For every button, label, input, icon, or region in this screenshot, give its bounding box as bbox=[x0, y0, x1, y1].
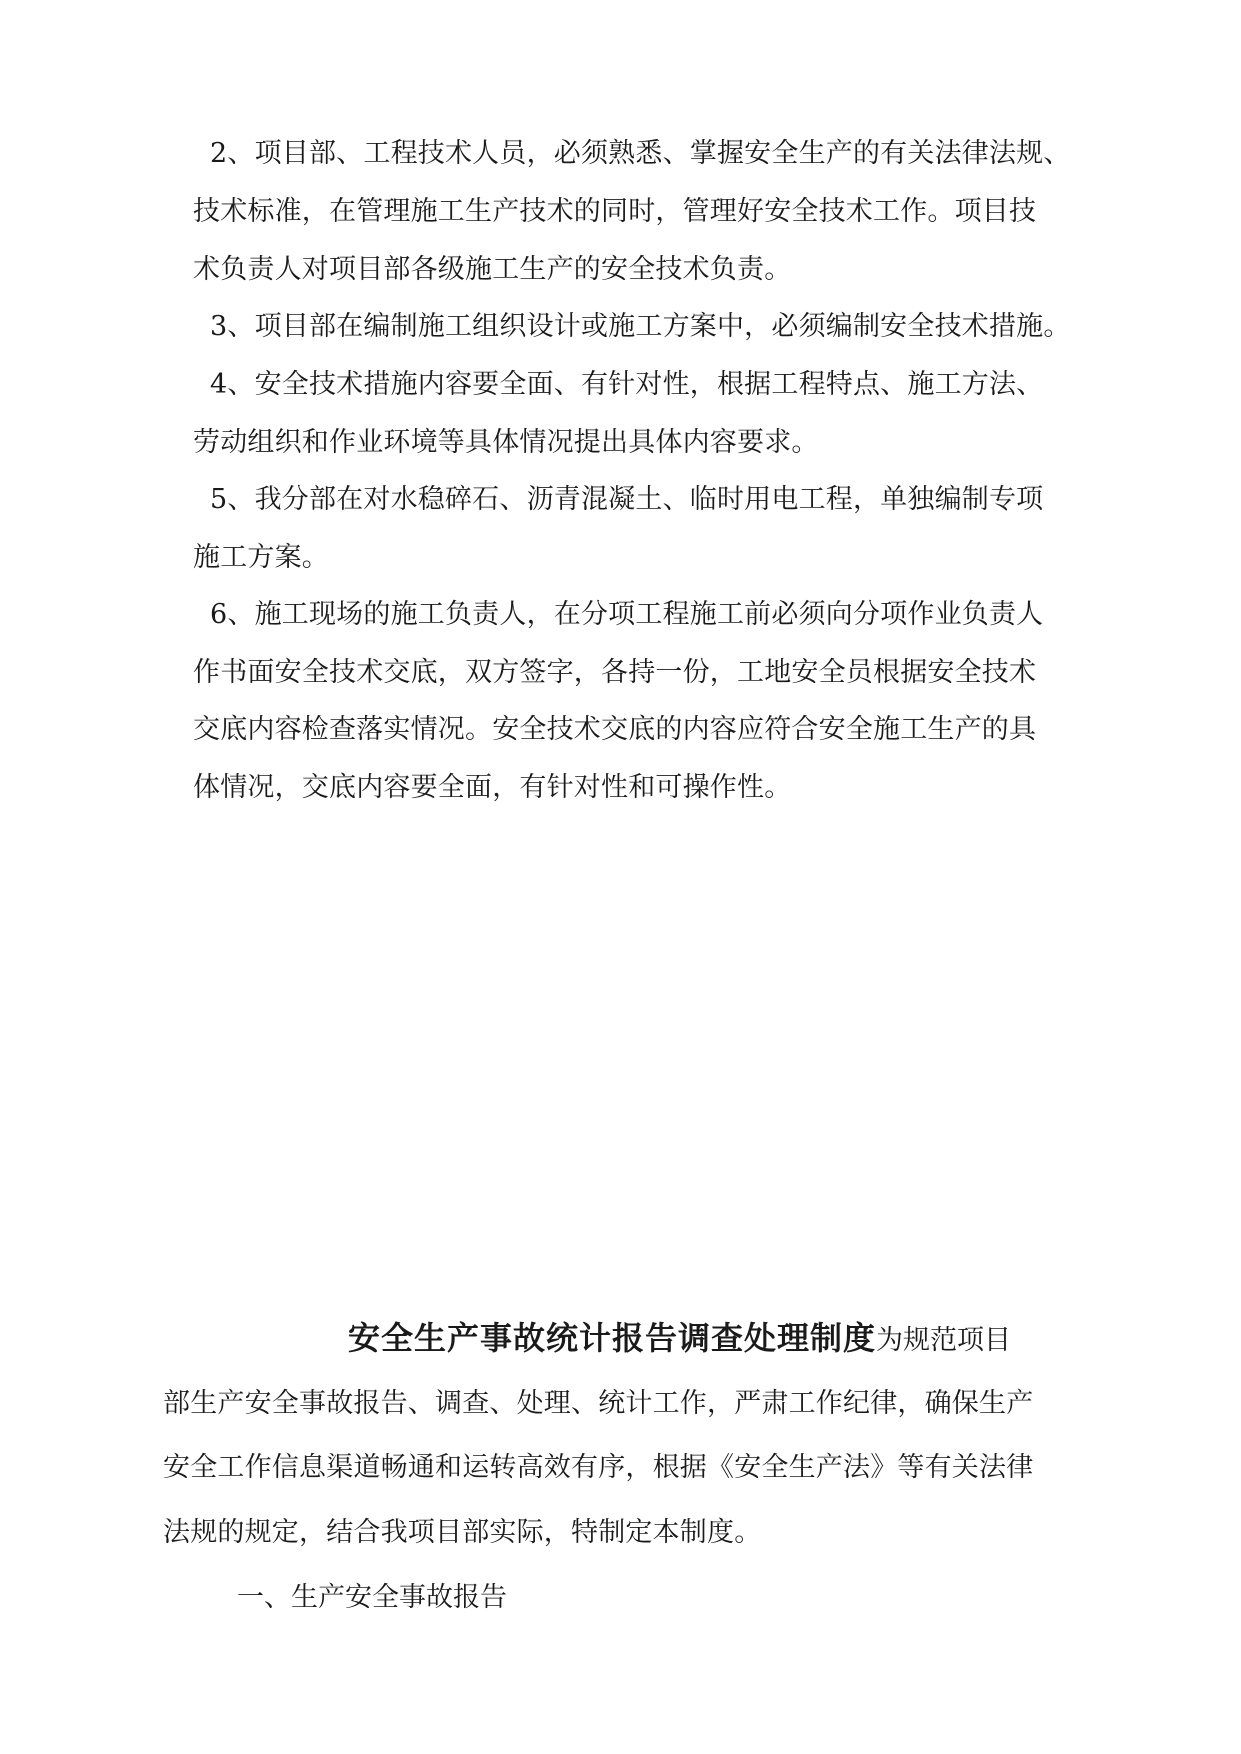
paragraph-6-line-4: 体情况，交底内容要全面，有针对性和可操作性。 bbox=[193, 772, 792, 803]
paragraph-5-line-2: 施工方案。 bbox=[193, 542, 329, 573]
paragraph-2-line-2: 技术标准，在管理施工生产技术的同时，管理好安全技术工作。项目技 bbox=[193, 196, 1037, 227]
section-title: 安全生产事故统计报告调查处理制度 bbox=[348, 1319, 877, 1357]
paragraph-4-line-2: 劳动组织和作业环境等具体情况提出具体内容要求。 bbox=[193, 427, 819, 458]
paragraph-2-line-3: 术负责人对项目部各级施工生产的安全技术负责。 bbox=[193, 254, 792, 285]
intro-line-1-tail: 为规范项目 bbox=[876, 1325, 1012, 1356]
intro-line-3: 安全工作信息渠道畅通和运转高效有序，根据《安全生产法》等有关法律 bbox=[163, 1452, 1034, 1483]
paragraph-4-line-1: 4、安全技术措施内容要全面、有针对性，根据工程特点、施工方法、 bbox=[210, 369, 1044, 400]
section-heading-line bbox=[163, 1316, 1103, 1363]
paragraph-3-line-1: 3、项目部在编制施工组织设计或施工方案中，必须编制安全技术措施。 bbox=[210, 311, 1071, 342]
intro-line-2: 部生产安全事故报告、调查、处理、统计工作，严肃工作纪律，确保生产 bbox=[163, 1388, 1034, 1419]
intro-line-4: 法规的规定，结合我项目部实际，特制定本制度。 bbox=[163, 1517, 762, 1548]
paragraph-6-line-2: 作书面安全技术交底，双方签字，各持一份，工地安全员根据安全技术 bbox=[193, 657, 1037, 688]
paragraph-2-line-1: 2、项目部、工程技术人员，必须熟悉、掌握安全生产的有关法律法规、 bbox=[210, 138, 1071, 169]
subsection-heading: 一、生产安全事故报告 bbox=[237, 1582, 507, 1613]
paragraph-6-line-1: 6、施工现场的施工负责人，在分项工程施工前必须向分项作业负责人 bbox=[210, 599, 1044, 630]
paragraph-5-line-1: 5、我分部在对水稳碎石、沥青混凝土、临时用电工程，单独编制专项 bbox=[210, 484, 1044, 515]
paragraph-6-line-3: 交底内容检查落实情况。安全技术交底的内容应符合安全施工生产的具 bbox=[193, 714, 1037, 745]
